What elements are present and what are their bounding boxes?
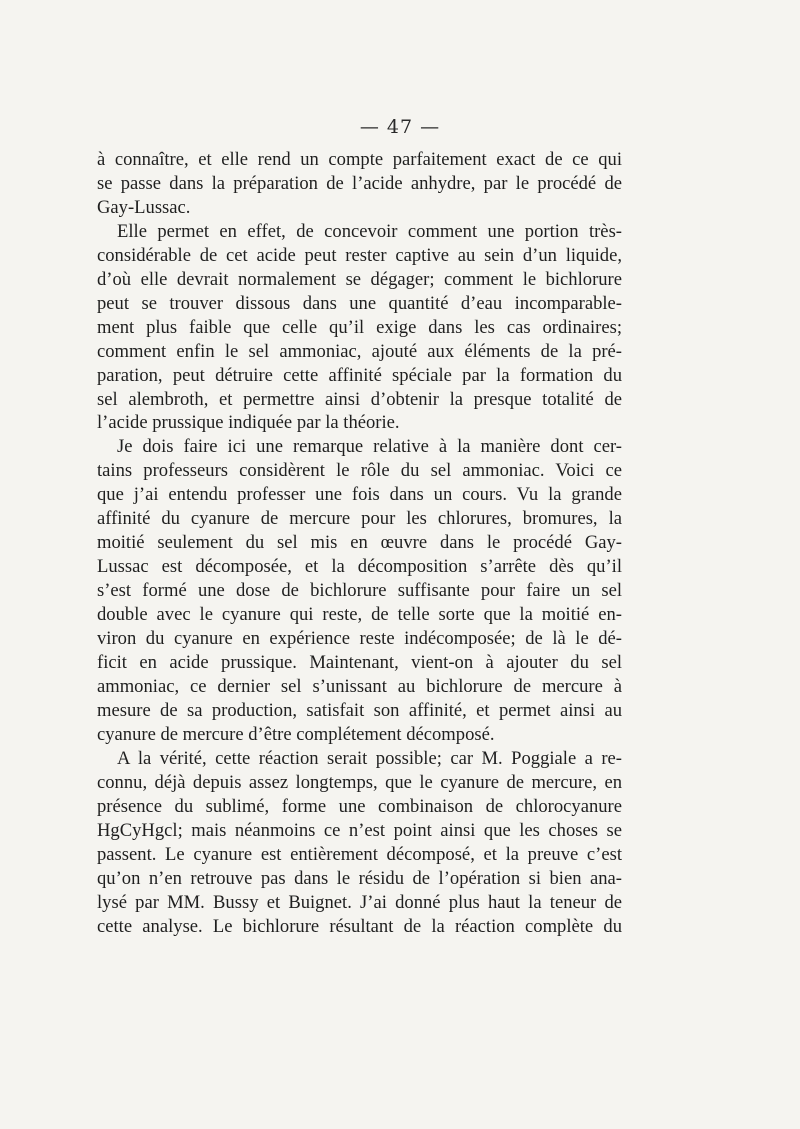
text-line: qu’on n’en retrouve pas dans le résidu de l’opération si bien ana- [97, 867, 622, 889]
text-line: affinité du cyanure de mercure pour les chlorures, bromures, la [97, 508, 622, 530]
text-line: ficit en acide prussique. Maintenant, vient-on à ajouter du sel [97, 652, 622, 674]
body-text [97, 148, 622, 938]
text-line: A la vérité, cette réaction serait possible; car M. Poggiale a re- [117, 747, 622, 769]
text-line: présence du sublimé, forme une combinaison de chlorocyanure [97, 795, 622, 817]
text-line: Elle permet en effet, de concevoir comment une portion très- [117, 220, 622, 242]
text-line: connu, déjà depuis assez longtemps, que le cyanure de mercure, en [97, 771, 622, 793]
text-line: cette analyse. Le bichlorure résultant de la réaction complète du [97, 915, 622, 937]
text-line: considérable de cet acide peut rester captive au sein d’un liquide, [97, 244, 622, 266]
text-line: peut se trouver dissous dans une quantité d’eau incomparable- [97, 292, 622, 314]
text-line: double avec le cyanure qui reste, de telle sorte que la moitié en- [97, 604, 622, 626]
text-line: comment enfin le sel ammoniac, ajouté aux éléments de la pré- [97, 340, 622, 362]
text-line: lysé par MM. Bussy et Buignet. J’ai donné plus haut la teneur de [97, 891, 622, 913]
text-line: moitié seulement du sel mis en œuvre dans le procédé Gay- [97, 532, 622, 554]
text-line: Gay-Lussac. [97, 196, 191, 218]
text-line: d’où elle devrait normalement se dégager; comment le bichlorure [97, 268, 622, 290]
text-line: sel alembroth, et permettre ainsi d’obtenir la presque totalité de [97, 388, 622, 410]
text-line: ammoniac, ce dernier sel s’unissant au bichlorure de mercure à [97, 675, 622, 697]
text-line: mesure de sa production, satisfait son affinité, et permet ainsi au [97, 699, 622, 721]
text-line: passent. Le cyanure est entièrement décomposé, et la preuve c’est [97, 843, 622, 865]
text-line: cyanure de mercure d’être complétement décomposé. [97, 723, 495, 745]
text-line: paration, peut détruire cette affinité spéciale par la formation du [97, 364, 622, 386]
text-line: ment plus faible que celle qu’il exige dans les cas ordinaires; [97, 316, 622, 338]
text-line: s’est formé une dose de bichlorure suffisante pour faire un sel [97, 580, 622, 602]
page-number: — 47 — [359, 116, 441, 138]
text-line: Lussac est décomposée, et la décomposition s’arrête dès qu’il [97, 556, 622, 578]
text-line: viron du cyanure en expérience reste indécomposée; de là le dé- [97, 628, 622, 650]
text-line: Je dois faire ici une remarque relative à la manière dont cer- [117, 436, 622, 458]
text-line: HgCyHgcl; mais néanmoins ce n’est point ainsi que les choses se [97, 819, 622, 841]
text-line: l’acide prussique indiquée par la théorie. [97, 412, 400, 434]
text-line: à connaître, et elle rend un compte parfaitement exact de ce qui [97, 149, 622, 170]
text-line: se passe dans la préparation de l’acide anhydre, par le procédé de [97, 172, 622, 194]
text-line: que j’ai entendu professer une fois dans un cours. Vu la grande [97, 484, 622, 506]
text-line: tains professeurs considèrent le rôle du sel ammoniac. Voici ce [97, 460, 622, 482]
